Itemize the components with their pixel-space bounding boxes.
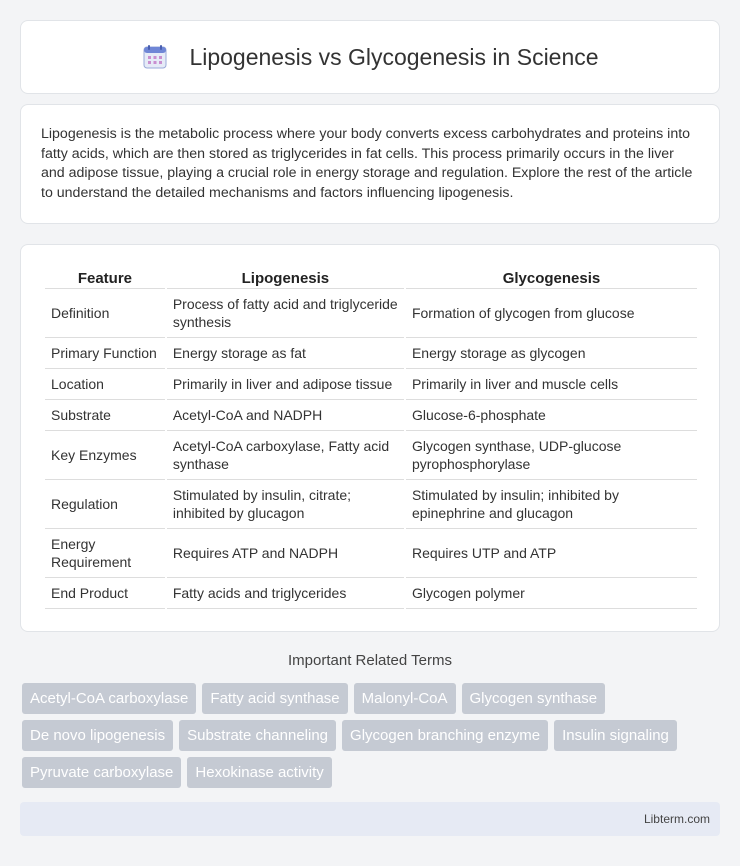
table-row bbox=[45, 431, 697, 480]
table-row bbox=[45, 289, 697, 338]
table-row bbox=[45, 578, 697, 609]
calendar-icon bbox=[141, 43, 169, 71]
row-glycogenesis: Primarily in liver and muscle cells bbox=[406, 369, 697, 400]
comparison-card bbox=[20, 244, 720, 632]
page-title: Lipogenesis vs Glycogenesis in Science bbox=[189, 43, 599, 70]
comparison-table bbox=[43, 265, 699, 609]
row-feature: Substrate bbox=[45, 400, 165, 431]
row-lipogenesis: Fatty acids and triglycerides bbox=[167, 578, 404, 609]
row-feature: Primary Function bbox=[45, 338, 165, 369]
footer bbox=[20, 802, 720, 836]
related-term-tag[interactable]: Malonyl-CoA bbox=[354, 683, 456, 714]
row-lipogenesis: Acetyl-CoA carboxylase, Fatty acid synthase bbox=[167, 431, 404, 480]
row-glycogenesis: Glucose-6-phosphate bbox=[406, 400, 697, 431]
header-glycogenesis: Glycogenesis bbox=[406, 265, 697, 289]
row-feature: Definition bbox=[45, 289, 165, 338]
row-feature: Location bbox=[45, 369, 165, 400]
footer-site-link[interactable]: Libterm.com bbox=[643, 812, 710, 826]
header-lipogenesis: Lipogenesis bbox=[167, 265, 404, 289]
table-row bbox=[45, 369, 697, 400]
table-row bbox=[45, 400, 697, 431]
related-term-tag[interactable]: Substrate channeling bbox=[179, 720, 336, 751]
related-term-tag[interactable]: Glycogen synthase bbox=[462, 683, 606, 714]
related-terms-list bbox=[22, 683, 722, 788]
row-lipogenesis: Requires ATP and NADPH bbox=[167, 529, 404, 578]
related-term-tag[interactable]: De novo lipogenesis bbox=[22, 720, 173, 751]
row-feature: Regulation bbox=[45, 480, 165, 529]
related-term-tag[interactable]: Hexokinase activity bbox=[187, 757, 331, 788]
row-glycogenesis: Glycogen polymer bbox=[406, 578, 697, 609]
row-glycogenesis: Stimulated by insulin; inhibited by epinephrine and glucagon bbox=[406, 480, 697, 529]
table-header-row bbox=[45, 265, 697, 289]
header-card bbox=[20, 20, 720, 94]
related-term-tag[interactable]: Glycogen branching enzyme bbox=[342, 720, 548, 751]
related-term-tag[interactable]: Acetyl-CoA carboxylase bbox=[22, 683, 196, 714]
related-term-tag[interactable]: Fatty acid synthase bbox=[202, 683, 347, 714]
table-row bbox=[45, 338, 697, 369]
row-glycogenesis: Glycogen synthase, UDP-glucose pyrophosphorylase bbox=[406, 431, 697, 480]
row-feature: End Product bbox=[45, 578, 165, 609]
row-glycogenesis: Energy storage as glycogen bbox=[406, 338, 697, 369]
row-feature: Energy Requirement bbox=[45, 529, 165, 578]
row-glycogenesis: Requires UTP and ATP bbox=[406, 529, 697, 578]
related-terms-title: Important Related Terms bbox=[288, 652, 452, 669]
row-lipogenesis: Energy storage as fat bbox=[167, 338, 404, 369]
related-term-tag[interactable]: Pyruvate carboxylase bbox=[22, 757, 181, 788]
table-row bbox=[45, 480, 697, 529]
row-feature: Key Enzymes bbox=[45, 431, 165, 480]
header-feature: Feature bbox=[45, 265, 165, 289]
row-lipogenesis: Primarily in liver and adipose tissue bbox=[167, 369, 404, 400]
intro-card bbox=[20, 104, 720, 224]
intro-text: Lipogenesis is the metabolic process where your body converts excess carbohydrates and proteins into fatty acids, which are then stored as triglycerides in fat cells. This process primarily occurs in the liver and adipose tissue, playing a crucial role in energy storage and regulation. Explore the rest of the article to understand the detailed mechanisms and factors influencing lipogenesis. bbox=[41, 126, 693, 201]
row-glycogenesis: Formation of glycogen from glucose bbox=[406, 289, 697, 338]
related-term-tag[interactable]: Insulin signaling bbox=[554, 720, 677, 751]
row-lipogenesis: Acetyl-CoA and NADPH bbox=[167, 400, 404, 431]
row-lipogenesis: Process of fatty acid and triglyceride synthesis bbox=[167, 289, 404, 338]
table-row bbox=[45, 529, 697, 578]
row-lipogenesis: Stimulated by insulin, citrate; inhibited by glucagon bbox=[167, 480, 404, 529]
